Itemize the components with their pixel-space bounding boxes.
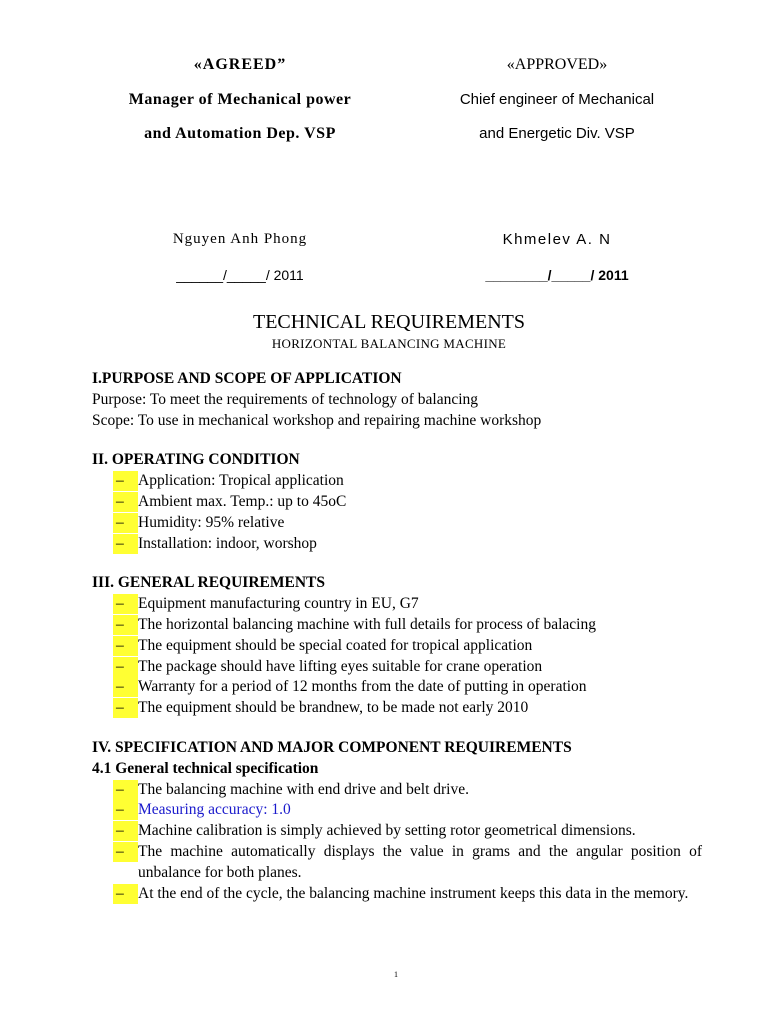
purpose-line: Purpose: To meet the requirements of technology of balancing xyxy=(92,390,479,408)
approved-position-line2: and Energetic Div. VSP xyxy=(479,125,635,142)
dash-bullet-icon xyxy=(113,677,138,697)
dash-bullet-icon xyxy=(113,780,138,800)
section-spec-heading: IV. SPECIFICATION AND MAJOR COMPONENT REQUIREMENTS xyxy=(92,738,572,756)
agreed-label: «AGREED” xyxy=(193,56,287,73)
dash-bullet-icon xyxy=(113,657,138,677)
dash-bullet-icon xyxy=(113,513,138,533)
dash-bullet-icon xyxy=(113,492,138,512)
dash-bullet-icon xyxy=(113,842,138,862)
approved-date: ________/_____/ 2011 xyxy=(485,267,629,283)
section-spec-subheading: 4.1 General technical specification xyxy=(92,759,319,777)
list-item: – The package should have lifting eyes suitable for crane operation xyxy=(92,657,702,678)
dash-bullet-icon xyxy=(113,534,138,554)
approved-label: «APPROVED» xyxy=(506,56,608,73)
section-general-heading: III. GENERAL REQUIREMENTS xyxy=(92,574,325,592)
approved-signer-name: Khmelev A. N xyxy=(502,231,612,248)
section-operating-heading: II. OPERATING CONDITION xyxy=(92,451,300,469)
scope-line: Scope: To use in mechanical workshop and repairing machine workshop xyxy=(92,411,542,429)
dash-bullet-icon xyxy=(113,800,138,820)
list-item: – At the end of the cycle, the balancing machine instrument keeps this data in the memory. xyxy=(92,884,702,905)
document-body xyxy=(92,369,702,904)
dash-bullet-icon xyxy=(113,615,138,635)
dash-bullet-icon xyxy=(113,821,138,841)
document-title: TECHNICAL REQUIREMENTS xyxy=(252,311,526,333)
list-item: – Warranty for a period of 12 months from the date of putting in operation xyxy=(92,677,702,698)
list-item: – Measuring accuracy: 1.0 xyxy=(92,800,702,821)
general-list xyxy=(92,594,702,719)
dash-bullet-icon xyxy=(113,594,138,614)
document-subtitle: HORIZONTAL BALANCING MACHINE xyxy=(271,336,507,351)
agreed-position-line2: and Automation Dep. VSP xyxy=(144,125,336,142)
list-item: – The equipment should be brandnew, to be made not early 2010 xyxy=(92,698,702,719)
page-number: 1 xyxy=(394,970,398,979)
list-item: – The horizontal balancing machine with full details for process of balacing xyxy=(92,615,702,636)
list-item: – Installation: indoor, worshop xyxy=(92,534,702,555)
agreed-date: ______/_____/ 2011 xyxy=(176,267,304,283)
list-item: – The machine automatically displays the value in grams and the angular position of unbalance for both planes. xyxy=(92,842,702,884)
list-item: – Humidity: 95% relative xyxy=(92,513,702,534)
section-purpose-heading: I.PURPOSE AND SCOPE OF APPLICATION xyxy=(92,370,402,387)
agreed-signer-name: Nguyen Anh Phong xyxy=(172,231,308,247)
list-item: – Ambient max. Temp.: up to 45oC xyxy=(92,492,702,513)
approved-position-line1: Chief engineer of Mechanical xyxy=(459,91,655,108)
list-item: – The equipment should be special coated for tropical application xyxy=(92,636,702,657)
dash-bullet-icon xyxy=(113,471,138,491)
list-item: – Machine calibration is simply achieved by setting rotor geometrical dimensions. xyxy=(92,821,702,842)
agreed-position-line1: Manager of Mechanical power xyxy=(128,91,352,108)
list-item: – Application: Tropical application xyxy=(92,471,702,492)
list-item: – Equipment manufacturing country in EU, G7 xyxy=(92,594,702,615)
list-item: – The balancing machine with end drive and belt drive. xyxy=(92,780,702,801)
operating-list xyxy=(92,471,702,554)
dash-bullet-icon xyxy=(113,698,138,718)
dash-bullet-icon xyxy=(113,636,138,656)
dash-bullet-icon xyxy=(113,884,138,904)
spec-list xyxy=(92,780,702,905)
